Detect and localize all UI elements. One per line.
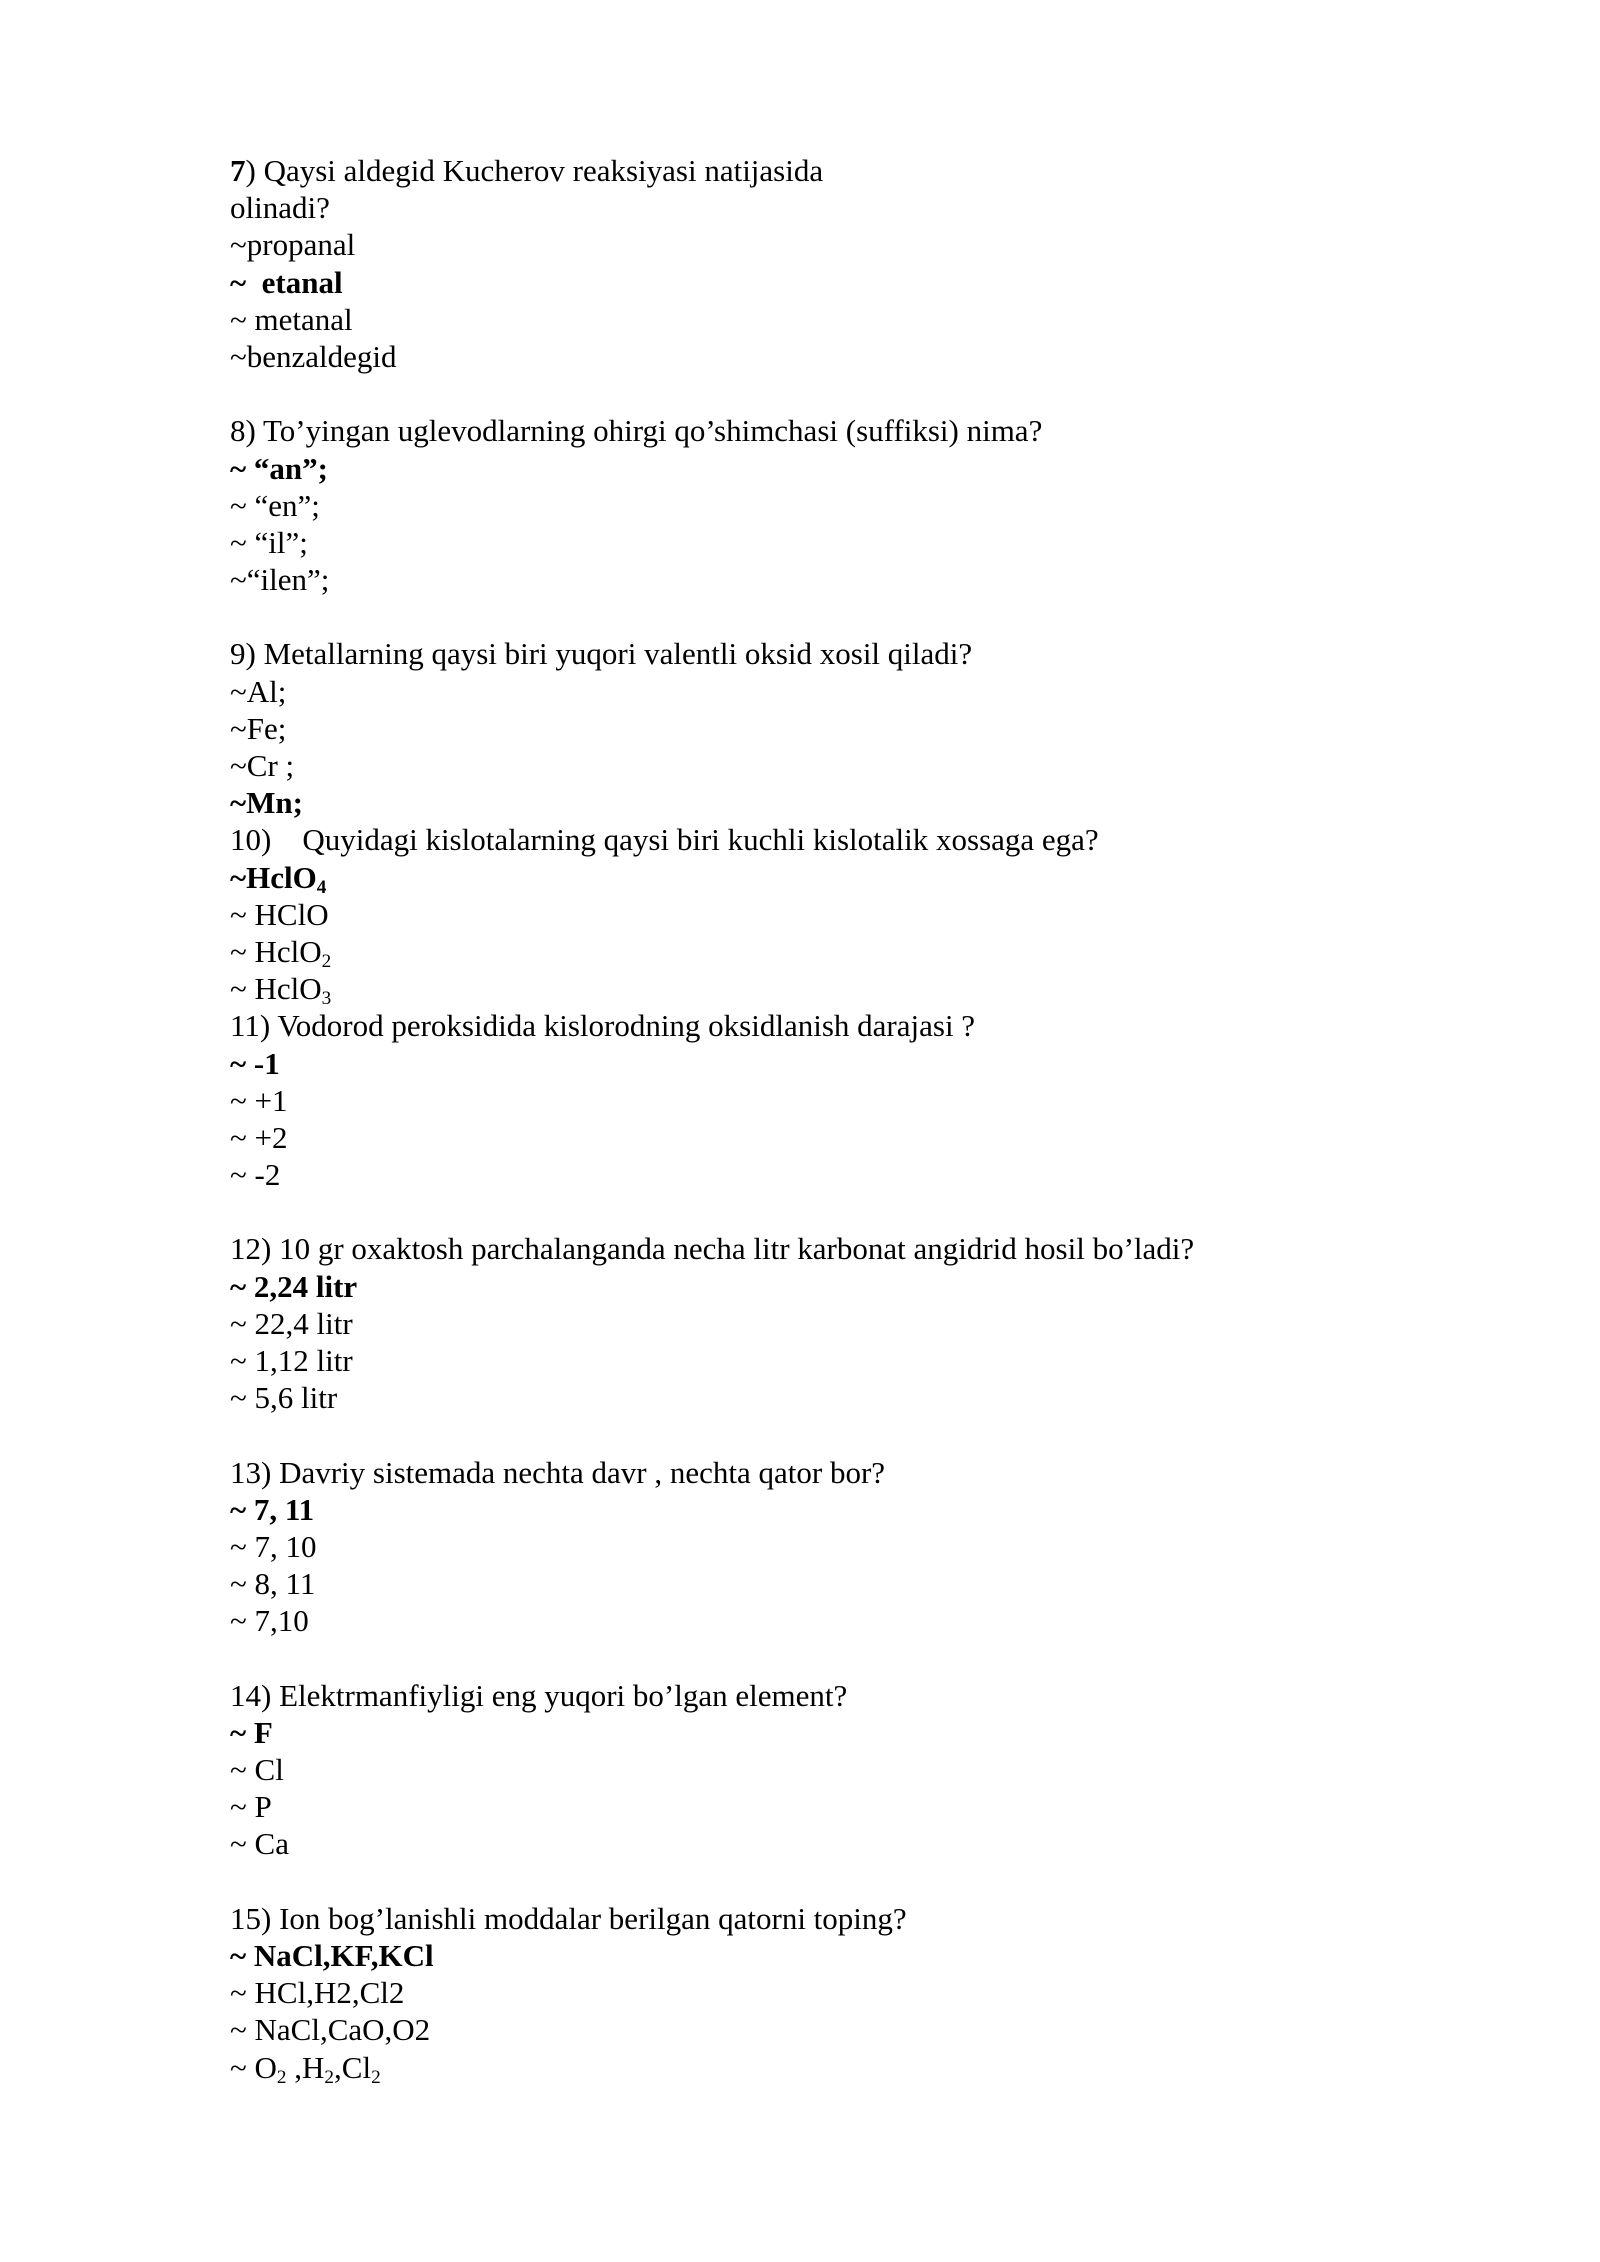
option: ~ “en”;	[230, 487, 320, 523]
option: ~ P	[230, 1789, 272, 1825]
option: ~ 1,12 litr	[230, 1343, 353, 1378]
blank-line	[230, 1193, 1430, 1230]
subscript: 2	[276, 2066, 287, 2088]
option: ~ +2	[230, 1119, 288, 1155]
option: ~ 7,10	[230, 1603, 309, 1639]
option: ~Al;	[230, 673, 287, 709]
question-14: 14) Elektrmanfiyligi eng yuqori bo’lgan element?	[230, 1677, 848, 1713]
question-13: 13) Davriy sistemada nechta davr , nechta qator bor?	[230, 1454, 886, 1490]
question-10: 10) Quyidagi kislotalarning qaysi biri kuchli kislotalik xossaga ega?	[230, 822, 1099, 858]
option-formula: ~ HclO	[230, 971, 322, 1007]
option-formula: ~ HClO	[230, 896, 329, 932]
subscript: 4	[316, 876, 327, 898]
option: ~ NaCl,CaO,O2	[230, 2012, 431, 2048]
subscript: 3	[321, 987, 332, 1009]
formula-part: ,Cl	[334, 2049, 372, 2085]
option	[230, 2049, 1430, 2086]
question-11: 11) Vodorod peroksidida kislorodning oksidlanish darajasi ?	[230, 1008, 976, 1044]
correct-option: ~ 7, 11	[230, 1491, 315, 1527]
correct-option: ~ -1	[230, 1045, 280, 1081]
correct-option: ~ “an”;	[230, 450, 328, 486]
question-12: 12) 10 gr oxaktosh parchalanganda necha litr karbonat angidrid hosil bo’ladi?	[230, 1231, 1195, 1267]
blank-line	[230, 1640, 1430, 1677]
option: ~ -2	[230, 1157, 281, 1193]
option: ~Cr ;	[230, 748, 295, 783]
option: ~ 5,6 litr	[230, 1380, 338, 1416]
option: ~ “il”;	[230, 524, 308, 560]
question-7	[230, 152, 1430, 189]
option	[230, 970, 1430, 1007]
option: ~“ilen”;	[230, 562, 330, 598]
option-formula: ~HclO	[230, 859, 317, 895]
question-number: 7	[230, 153, 246, 188]
correct-option: ~ etanal	[230, 264, 343, 300]
option: ~ 7, 10	[230, 1528, 317, 1564]
correct-option: ~ F	[230, 1714, 273, 1750]
blank-line	[230, 1863, 1430, 1900]
correct-option: ~Mn;	[230, 785, 303, 821]
question-9: 9) Metallarning qaysi biri yuqori valentli oksid xosil qiladi?	[230, 636, 973, 672]
option	[230, 933, 1430, 970]
correct-option	[230, 859, 1430, 896]
formula-part: ,H	[286, 2049, 325, 2085]
option: ~ Cl	[230, 1752, 284, 1788]
quiz-content	[230, 152, 1430, 2086]
option: ~ +1	[230, 1082, 288, 1118]
blank-line	[230, 598, 1430, 635]
question-8: 8) To’yingan uglevodlarning ohirgi qo’shimchasi (suffiksi) nima?	[230, 413, 1043, 449]
subscript: 2	[371, 2066, 381, 2088]
option: ~ metanal	[230, 301, 353, 337]
question-7-continued: olinadi?	[230, 190, 330, 226]
option	[230, 896, 1430, 933]
option: ~ 22,4 litr	[230, 1305, 353, 1341]
correct-option: ~ NaCl,KF,KCl	[230, 1938, 434, 1973]
subscript: 2	[324, 2066, 335, 2088]
subscript: 2	[321, 950, 332, 972]
option: ~ 8, 11	[230, 1566, 316, 1602]
option-formula: ~ HclO	[230, 933, 322, 969]
option: ~Fe;	[230, 710, 287, 746]
blank-line	[230, 1416, 1430, 1453]
blank-line	[230, 375, 1430, 412]
question-text: ) Qaysi aldegid Kucherov reaksiyasi natijasida	[245, 153, 824, 188]
formula-part: ~ O	[230, 2049, 277, 2085]
question-15: 15) Ion bog’lanishli moddalar berilgan qatorni toping?	[230, 1900, 907, 1936]
option: ~ HCl,H2,Cl2	[230, 1975, 405, 2011]
correct-option: ~ 2,24 litr	[230, 1268, 358, 1304]
option: ~propanal	[230, 227, 356, 263]
option: ~ Ca	[230, 1826, 289, 1862]
option: ~benzaldegid	[230, 338, 397, 374]
